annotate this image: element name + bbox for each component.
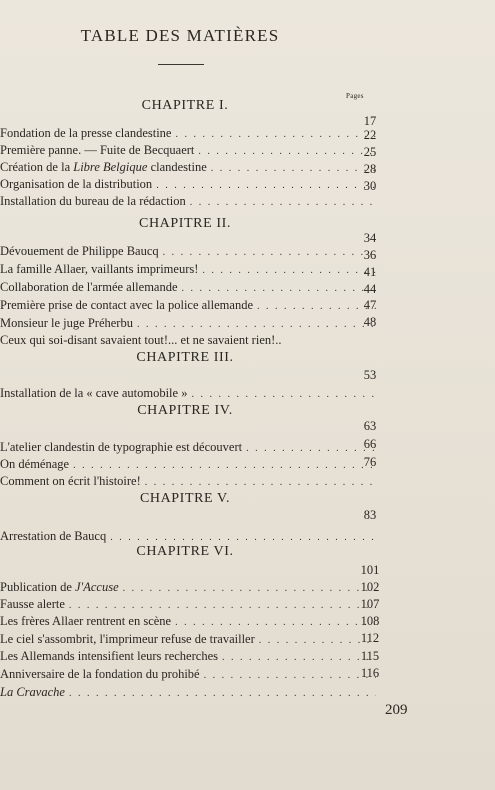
italic-title: J'Accuse bbox=[75, 580, 119, 594]
entry-title: Les Allemands intensifient leurs recherches bbox=[0, 649, 218, 663]
dot-leader bbox=[123, 583, 376, 594]
page-number: 116 bbox=[360, 666, 380, 680]
toc-entry bbox=[0, 194, 380, 209]
dot-leader bbox=[175, 129, 376, 140]
toc-entry bbox=[0, 529, 380, 544]
toc-entry bbox=[0, 440, 380, 455]
toc-entry bbox=[0, 685, 380, 700]
page-number: 25 bbox=[363, 145, 377, 159]
entry-title: Première panne. — Fuite de Becquaert bbox=[0, 143, 195, 157]
entry-title: Collaboration de l'armée allemande bbox=[0, 280, 178, 294]
entry-title: Installation de la « cave automobile » bbox=[0, 386, 188, 400]
chapter-heading: CHAPITRE IV. bbox=[137, 403, 233, 418]
toc-entry bbox=[0, 244, 380, 259]
entry-title: Les frères Allaer rentrent en scène bbox=[0, 614, 172, 628]
chapter-heading: CHAPITRE III. bbox=[136, 350, 234, 365]
page-number: 30 bbox=[363, 179, 377, 193]
chapter-heading: CHAPITRE VI. bbox=[136, 544, 234, 559]
page-number: 34 bbox=[363, 231, 377, 245]
page-number: 115 bbox=[360, 649, 380, 663]
entry-title: La famille Allaer, vaillants imprimeurs! bbox=[0, 262, 199, 276]
toc-entry bbox=[0, 316, 380, 331]
dot-leader bbox=[145, 477, 376, 488]
toc-entry bbox=[0, 262, 380, 277]
page-number: 76 bbox=[363, 455, 377, 469]
chapter-heading: CHAPITRE II. bbox=[139, 216, 231, 231]
entry-title: Monsieur le juge Préherbu bbox=[0, 316, 133, 330]
folio-number: 209 bbox=[385, 702, 408, 718]
toc-entry bbox=[0, 280, 380, 295]
page-number: 53 bbox=[363, 368, 377, 382]
entry-title bbox=[0, 685, 65, 700]
chapter-heading: CHAPITRE V. bbox=[139, 491, 231, 506]
entry-title: Fausse alerte bbox=[0, 597, 65, 611]
toc-entry bbox=[0, 667, 380, 682]
toc-entry bbox=[0, 457, 380, 472]
page-number: 108 bbox=[360, 614, 380, 628]
page-number: 47 bbox=[363, 298, 377, 312]
dot-leader bbox=[175, 617, 376, 628]
page-number: 107 bbox=[360, 597, 380, 611]
entry-title: Première prise de contact avec la police allemande bbox=[0, 298, 253, 312]
entry-title: Publication de J'Accuse bbox=[0, 580, 119, 594]
dot-leader bbox=[156, 180, 376, 191]
entry-title: Installation du bureau de la rédaction bbox=[0, 194, 186, 208]
page-title: TABLE DES MATIÈRES bbox=[80, 26, 280, 45]
entry-title: L'atelier clandestin de typographie est découvert bbox=[0, 440, 243, 454]
page-number: 112 bbox=[360, 631, 380, 645]
page-number: 101 bbox=[360, 563, 380, 577]
page-number: 44 bbox=[363, 282, 377, 296]
toc-entry bbox=[0, 614, 380, 629]
entry-title: Fondation de la presse clandestine bbox=[0, 126, 172, 140]
entry-title: Ceux qui soi-disant savaient tout!... et ne savaient rien!.. bbox=[0, 333, 282, 347]
dot-leader bbox=[137, 319, 376, 330]
chapter-heading: CHAPITRE I. bbox=[141, 98, 229, 113]
italic-title: Libre Belgique bbox=[73, 160, 148, 174]
toc-entry bbox=[0, 177, 380, 192]
toc-entry bbox=[0, 649, 380, 664]
entry-title: Création de la Libre Belgique clandestine bbox=[0, 160, 207, 174]
title-rule bbox=[158, 64, 204, 65]
toc-entry bbox=[0, 333, 380, 348]
dot-leader bbox=[163, 247, 376, 258]
toc-entry bbox=[0, 474, 380, 489]
toc-entry bbox=[0, 298, 380, 313]
dot-leader bbox=[69, 688, 376, 699]
italic-title: La Cravache bbox=[0, 685, 65, 699]
toc-entry bbox=[0, 160, 380, 175]
dot-leader bbox=[191, 389, 376, 400]
page-number: 36 bbox=[363, 248, 377, 262]
toc-entry bbox=[0, 597, 380, 612]
dot-leader bbox=[73, 460, 376, 471]
toc-entry bbox=[0, 143, 380, 158]
page-number: 17 bbox=[363, 114, 377, 128]
page-number: 63 bbox=[363, 419, 377, 433]
dot-leader bbox=[69, 600, 376, 611]
page-number: 48 bbox=[363, 315, 377, 329]
toc-entry bbox=[0, 632, 380, 647]
pages-column-label: Pages bbox=[346, 92, 364, 100]
page-number: 41 bbox=[363, 265, 377, 279]
page-number: 22 bbox=[363, 128, 377, 142]
page-number: 66 bbox=[363, 437, 377, 451]
toc-entry bbox=[0, 386, 380, 401]
page-number: 83 bbox=[363, 508, 377, 522]
page-number: 28 bbox=[363, 162, 377, 176]
entry-title: Comment on écrit l'histoire! bbox=[0, 474, 141, 488]
toc-entry bbox=[0, 580, 380, 595]
entry-title: Arrestation de Baucq bbox=[0, 529, 107, 543]
entry-title: Dévouement de Philippe Baucq bbox=[0, 244, 159, 258]
toc-entry bbox=[0, 126, 380, 141]
entry-title: Anniversaire de la fondation du prohibé bbox=[0, 667, 200, 681]
dot-leader bbox=[182, 283, 376, 294]
entry-title: On déménage bbox=[0, 457, 70, 471]
page-number: 102 bbox=[360, 580, 380, 594]
dot-leader bbox=[110, 532, 376, 543]
entry-title: Le ciel s'assombrit, l'imprimeur refuse de travailler bbox=[0, 632, 255, 646]
entry-title: Organisation de la distribution bbox=[0, 177, 153, 191]
dot-leader bbox=[190, 197, 376, 208]
